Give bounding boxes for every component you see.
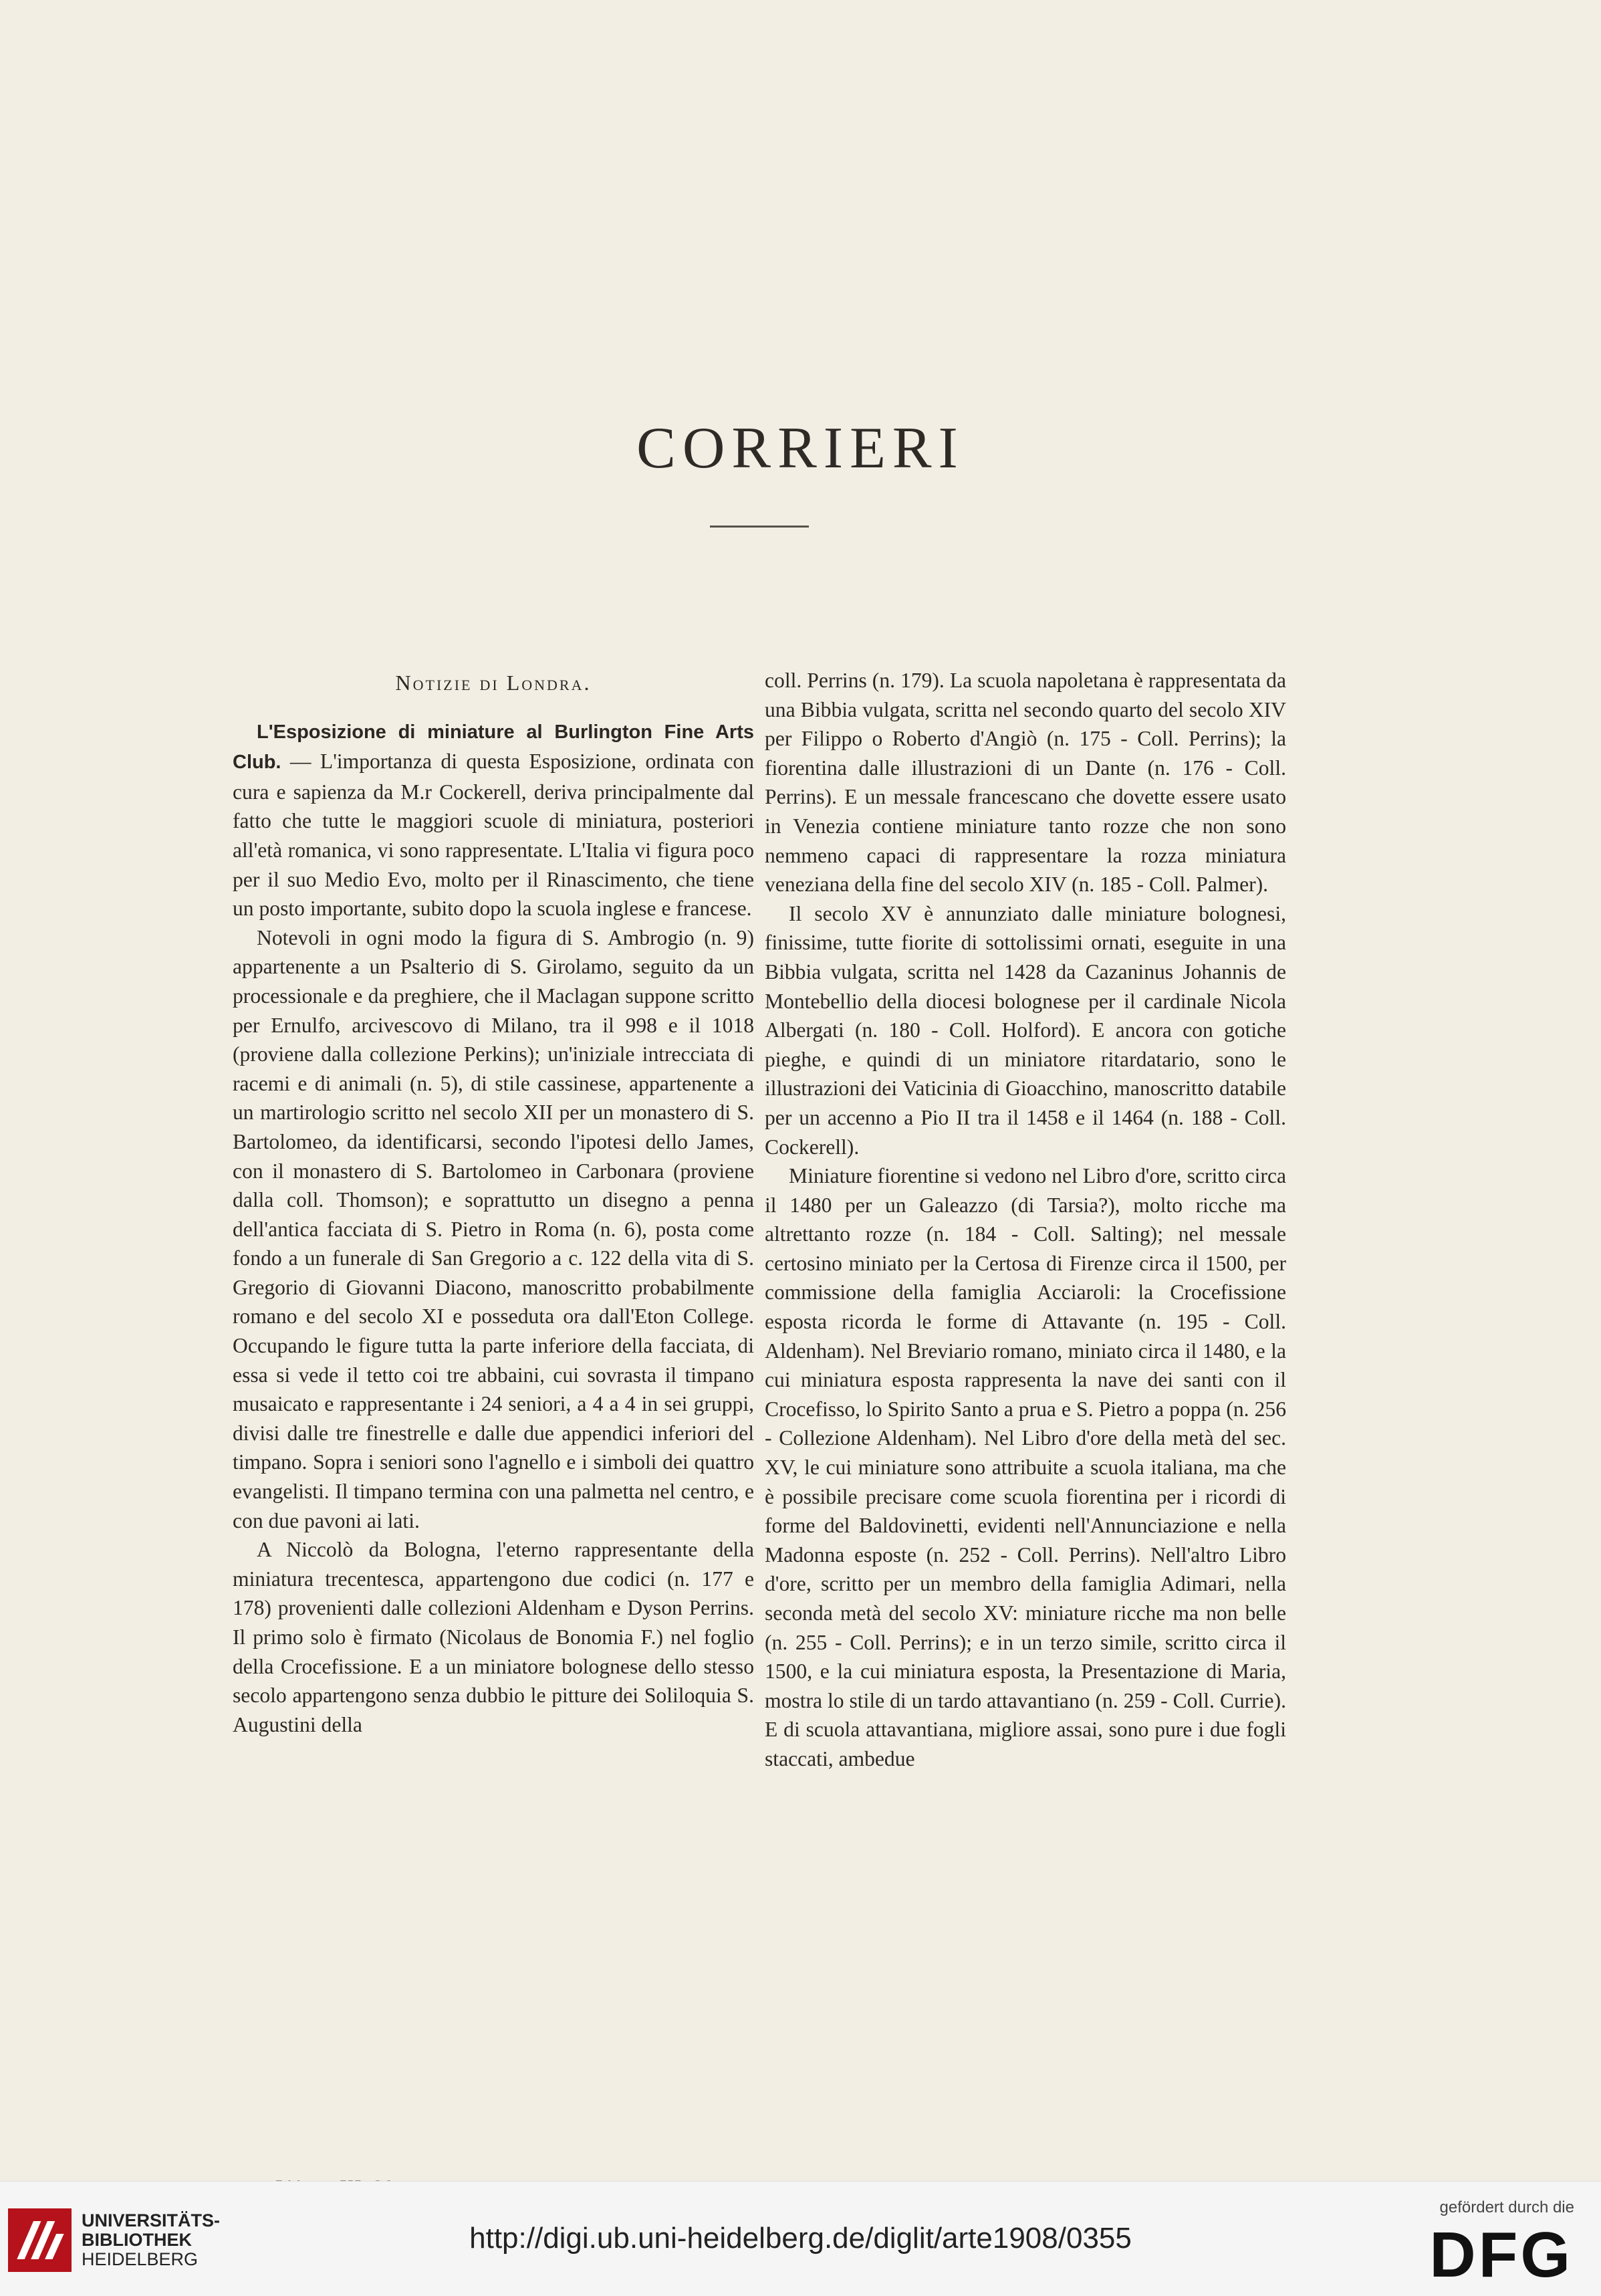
paragraph: A Niccolò da Bologna, l'eterno rappresentante della miniatura trecentesca, appartengono due codici (n. 177 e 178) provenienti dalle collezioni Aldenham e Dyson Perrins. Il primo solo è firmato (Nicolaus de Bonomia F.) nel foglio della Crocefissione. E a un miniatore bolognese dello stesso secolo appartengono senza dubbio le pitture dei Soliloquia S. Augustini della (233, 1538, 754, 1736)
sponsor-note: gefördert durch die (1439, 2198, 1574, 2216)
library-name-line3: HEIDELBERG (82, 2249, 199, 2269)
library-name-line1: UNIVERSITÄTS- (82, 2210, 221, 2230)
digitization-footer (0, 2181, 1601, 2296)
paragraph: Notevoli in ogni modo la figura di S. Ambrogio (n. 9) appartenente a un Psalterio di S. Girolamo, seguito da un processionale e da preghiere, che il Maclagan suppone scritto per Ernulfo, arcivescovo di Milano, tra il 998 e il 1018 (proviene dalla collezione Perkins); un'iniziale intrecciata di racemi e di animali (n. 5), di stile cassinese, appartenente a un martirologio scritto nel secolo XII per un monastero di S. Bartolomeo, da identificarsi, secondo l'ipotesi dello James, con il monastero di S. Bartolomeo in Carbonara (proviene dalla coll. Thomson); e soprattutto un disegno a penna dell'antica facciata di S. Pietro in Roma (n. 6), posta come fondo a un funerale di San Gregorio a c. 122 della vita di S. Gregorio di Giovanni Diacono, manoscritto probabilmente romano e del secolo XI e posseduta ora dall'Eton College. Occupando le figure tutta la parte inferiore della facciata, di essa si vede il tetto coi tre abbaini, cui sovrasta il timpano musaicato e rappresentante i 24 seniori, a 4 a 4 in sei gruppi, divisi dalle tre finestrelle e dalle due appendici inferiori del timpano. Sopra i seniori sono l'agnello e i simboli dei quattro evangelisti. Il timpano termina con una palmetta nel centro, e con due pavoni ai lati. (233, 925, 754, 1532)
right-column (765, 666, 1286, 1774)
page-title: CORRIERI (636, 416, 965, 481)
lead-title: L'Esposizione di miniature al Burlington Fine Arts Club. (233, 721, 754, 774)
left-column (233, 669, 754, 1739)
dfg-logo[interactable]: DFG (1429, 2219, 1573, 2291)
paragraph (233, 717, 754, 923)
paragraph-text: — L'importanza di questa Esposizione, ordinata con cura e sapienza da M.r Cockerell, deriva principalmente dal fatto che tutte le maggiori scuole di miniatura, posteriori all'età romanica, vi sono rappresentate. L'Italia vi figura poco per il suo Medio Evo, molto per il Rinascimento, che tiene un posto importante, subito dopo la scuola inglese e francese. (233, 750, 754, 921)
title-rule (710, 526, 809, 528)
permalink-url[interactable]: http://digi.ub.uni-heidelberg.de/diglit/arte1908/0355 (469, 2222, 1132, 2255)
paragraph: Miniature fiorentine si vedono nel Libro d'ore, scritto circa il 1480 per un Galeazzo (di Tarsia?), molto ricche ma altrettanto rozze (n. 184 - Coll. Salting); nel messale certosino miniato per la Certosa di Firenze circa il 1500, per commissione della famiglia Acciaroli: la Crocefissione esposta ricorda le forme di Attavante (n. 195 - Coll. Aldenham). Nel Breviario romano, miniato circa il 1480, e la cui miniatura esposta rappresenta la nave dei santi con il Crocefisso, lo Spirito Santo a prua e S. Pietro a poppa (n. 256 - Collezione Aldenham). Nel Libro d'ore della metà del sec. XV, le cui miniature sono attribuite a scuola italiana, ma che è possibile precisare come scuola fiorentina per i ricordi di forme del Baldovinetti, evidenti nell'Annunciazione e nella Madonna esposte (n. 252 - Coll. Perrins). Nell'altro Libro d'ore, scritto per un membro della famiglia Adimari, nella seconda metà del secolo XV: miniature ricche ma non belle (n. 255 - Coll. Perrins); e in un terzo simile, scritto circa il 1500, e la cui miniatura esposta, la Presentazione di Maria, mostra lo stile di un tardo attavantiano (n. 259 - Coll. Currie). E di scuola attavantiana, migliore assai, sono pure i due fogli staccati, ambedue (765, 1164, 1286, 1770)
paragraph: Il secolo XV è annunziato dalle miniature bolognesi, finissime, tutte fiorite di sottolissimi ornati, eseguite in una Bibbia vulgata, scritta nel 1428 da Cazaninus Johannis de Montebellio della diocesi bolognese per il cardinale Nicola Albergati (n. 180 - Coll. Holford). E ancora con gotiche pieghe, e quindi di un miniatore ritardatario, sono le illustrazioni dei Vaticinia di Gioacchino, manoscritto databile per un accenno a Pio II tra il 1458 e il 1464 (n. 188 - Coll. Cockerell). (765, 901, 1286, 1159)
section-heading: Notizie di Londra. (395, 671, 592, 695)
library-name-line2: BIBLIOTHEK (82, 2230, 192, 2250)
paragraph: coll. Perrins (n. 179). La scuola napoletana è rappresentata da una Bibbia vulgata, scritta nel secondo quarto del secolo XIV per Filippo o Roberto d'Angiò (n. 175 - Coll. Perrins); la fiorentina dalle illustrazioni di un Dante (n. 176 - Coll. Perrins). E un messale francescano che dovette essere usato in Venezia contiene miniature tanto rozze che non sono nemmeno capaci di rappresentare la rozza miniatura veneziana della fine del secolo XIV (n. 185 - Coll. Palmer). (765, 669, 1286, 897)
